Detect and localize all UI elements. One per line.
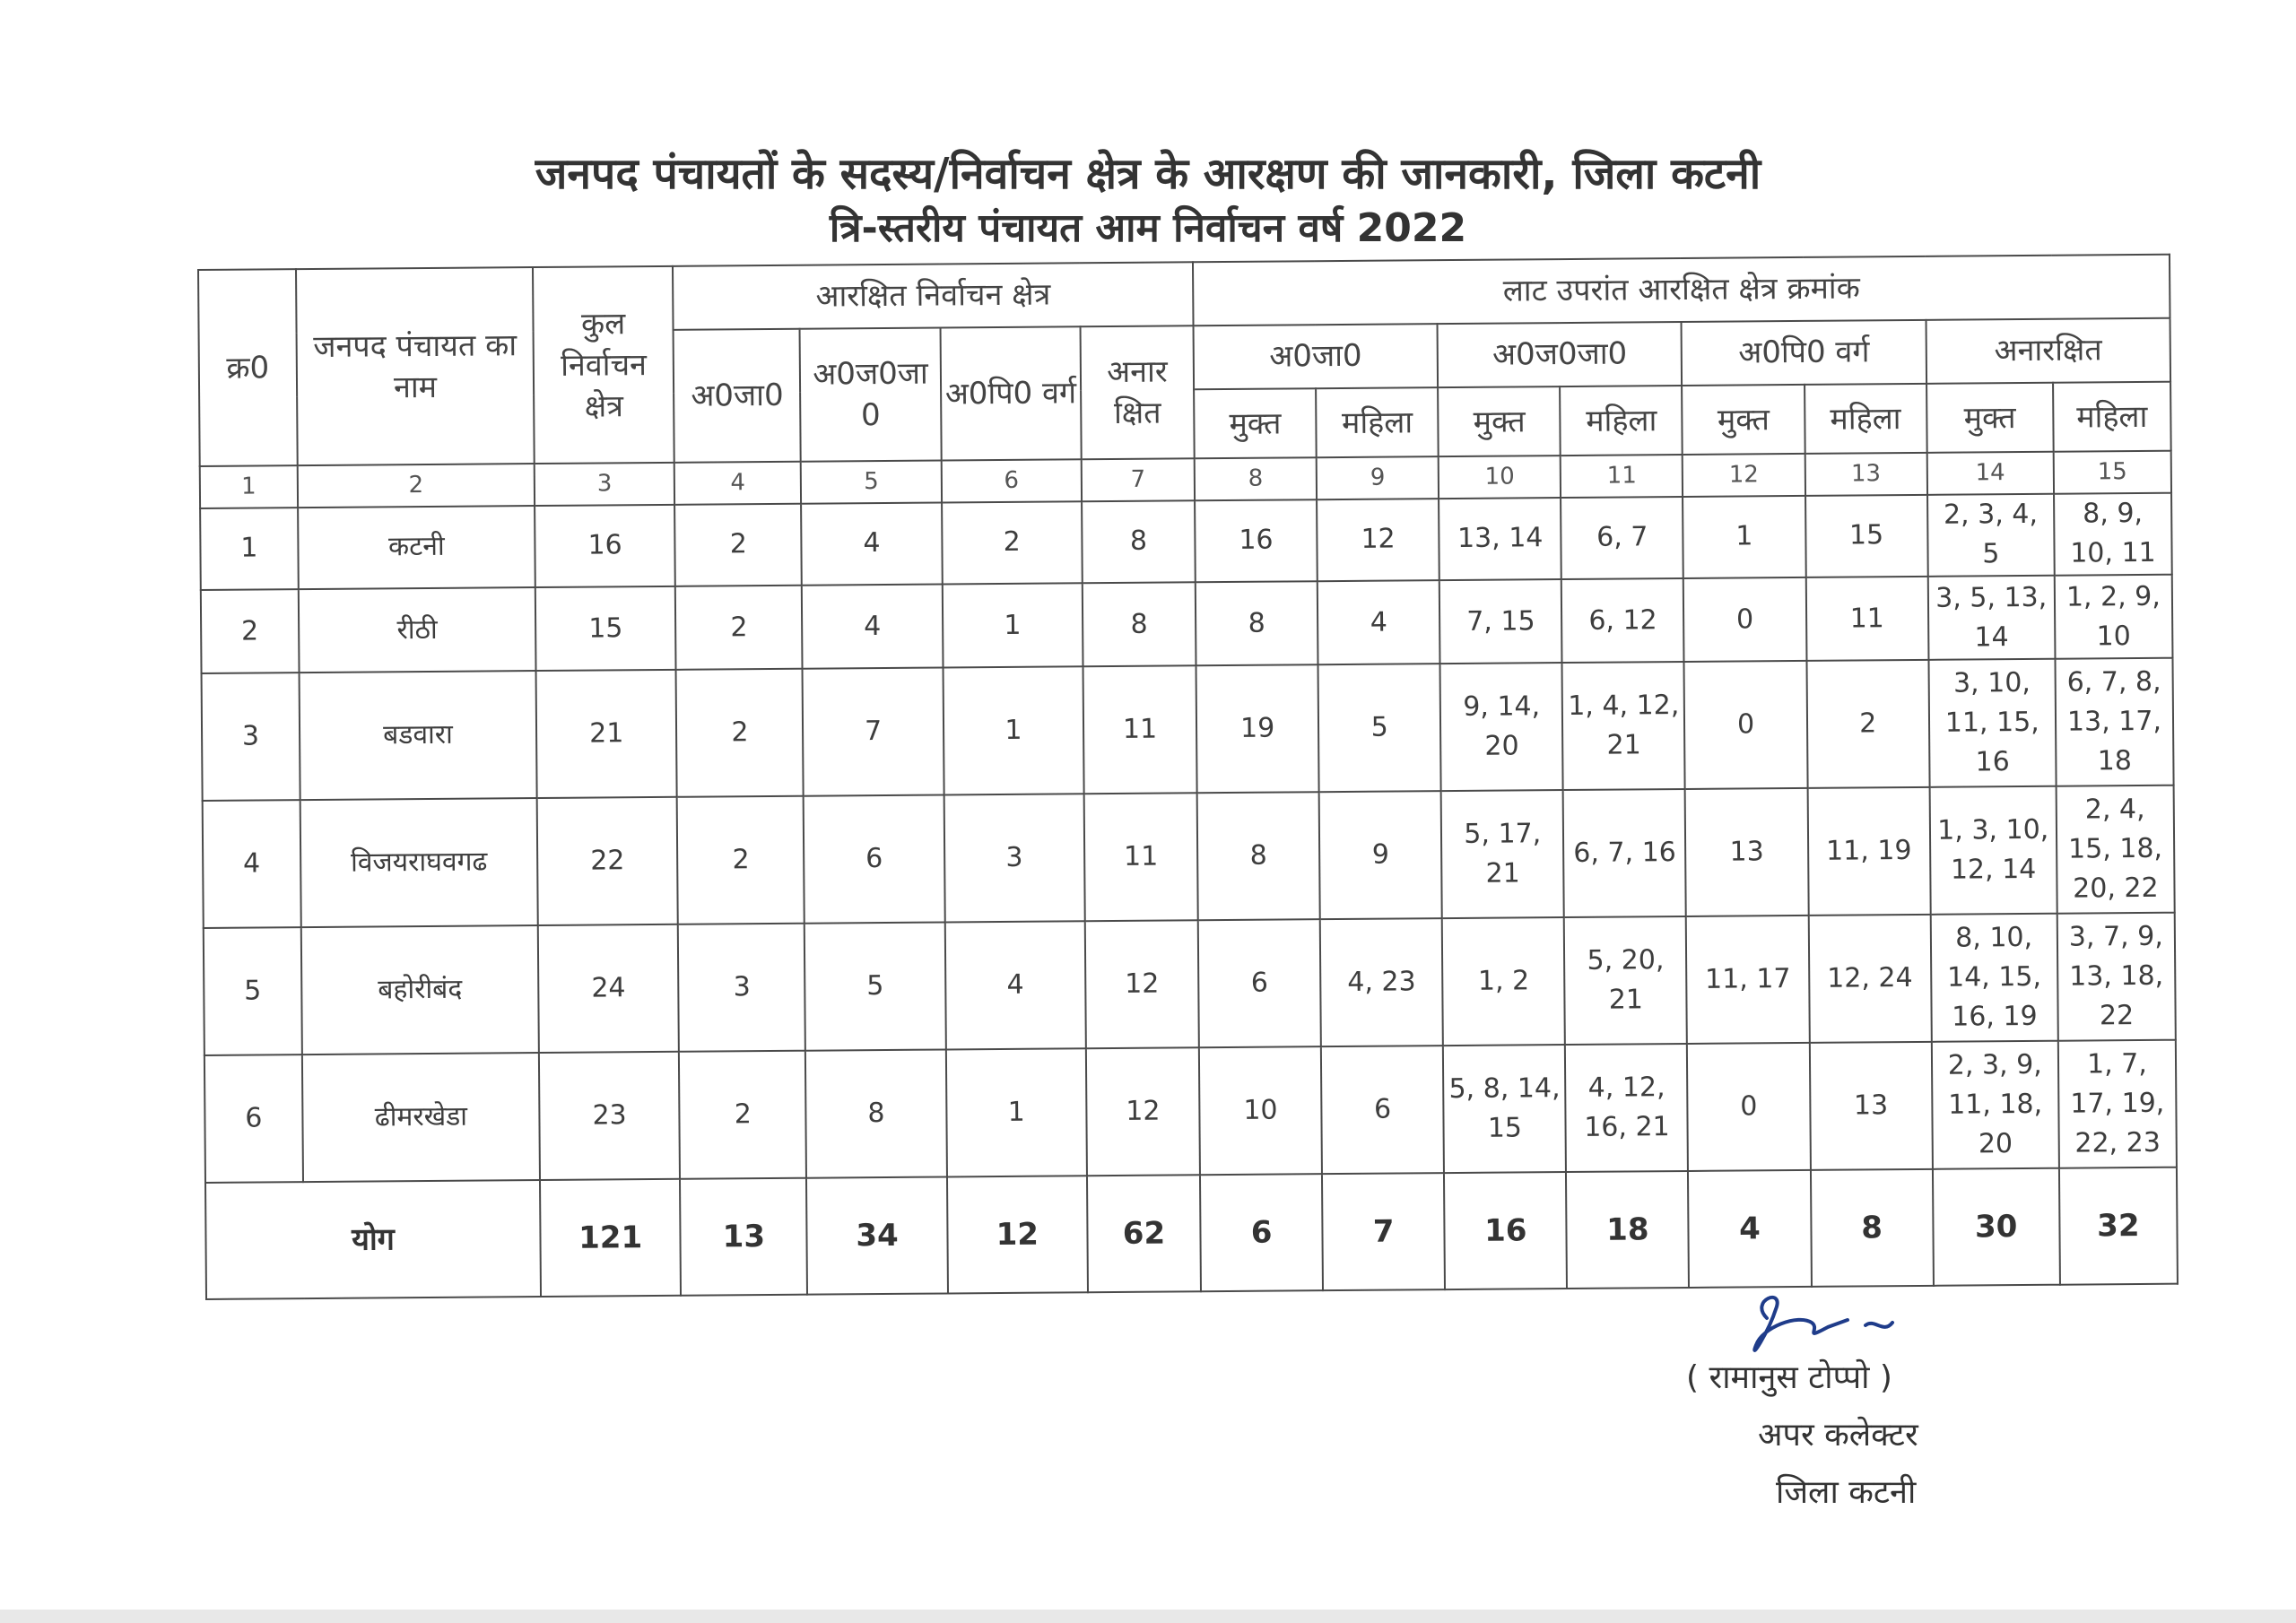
- ur-women-areas: 6, 7, 8, 13, 17, 18: [2055, 658, 2173, 786]
- header-sc-free: मुक्त: [1194, 388, 1317, 458]
- obc-count: 4: [944, 921, 1085, 1049]
- total-value: 16: [1444, 1172, 1567, 1289]
- sc-count: 3: [678, 924, 805, 1052]
- header-janpad-name: जनपद पंचायत का नाम: [296, 267, 535, 465]
- obc-free-areas: 0: [1683, 577, 1806, 662]
- st-count: 7: [803, 668, 944, 796]
- table-row: [200, 492, 2172, 590]
- table-row: [201, 575, 2173, 674]
- header-total-areas: कुल निर्वाचन क्षेत्र: [533, 266, 674, 464]
- st-free-areas: 5, 17, 21: [1441, 790, 1564, 918]
- ur-free-areas: 2, 3, 4, 5: [1927, 493, 2055, 576]
- ur-free-areas: 1, 3, 10, 12, 14: [1929, 786, 2057, 915]
- st-count: 6: [804, 795, 944, 924]
- st-count: 5: [804, 923, 945, 1051]
- column-number: 6: [941, 459, 1082, 502]
- row-sno: 5: [204, 927, 302, 1055]
- header-ur-free: मुक्त: [1926, 383, 2054, 453]
- header-obc-women: महिला: [1805, 384, 1927, 454]
- column-number: 15: [2053, 451, 2171, 494]
- header-ur-women: महिला: [2053, 382, 2171, 452]
- total-value: 62: [1087, 1175, 1201, 1292]
- scan-edge: [0, 1610, 2296, 1623]
- sc-count: 2: [675, 586, 803, 670]
- st-free-areas: 5, 8, 14, 15: [1443, 1045, 1566, 1173]
- sc-free-areas: 19: [1196, 664, 1319, 793]
- obc-count: 3: [944, 794, 1084, 922]
- sc-women-areas: 12: [1317, 499, 1439, 581]
- unreserved-count: 8: [1083, 582, 1196, 666]
- column-number: 5: [801, 461, 942, 504]
- sc-count: 2: [677, 796, 804, 924]
- sc-free-areas: 8: [1196, 581, 1318, 665]
- sc-women-areas: 9: [1319, 791, 1442, 919]
- table-row: [204, 1040, 2177, 1183]
- signatory-district: जिला कटनी: [1776, 1474, 1917, 1511]
- header-lottery-group: लाट उपरांत आरक्षित क्षेत्र क्रमांक: [1193, 255, 2170, 326]
- st-free-areas: 9, 14, 20: [1440, 663, 1563, 791]
- data-rows: [200, 492, 2177, 1183]
- column-number: 2: [298, 464, 535, 508]
- header-st-free: मुक्त: [1438, 386, 1561, 456]
- signature-block: [1686, 1350, 1918, 1522]
- sc-women-areas: 4, 23: [1320, 918, 1443, 1046]
- sc-women-areas: 4: [1318, 580, 1440, 664]
- total-areas: 21: [536, 670, 677, 798]
- st-women-areas: 6, 7: [1561, 497, 1683, 579]
- document-title: जनपद पंचायतों के सदस्य/निर्वाचन क्षेत्र के आरक्षण की जानकारी, जिला कटनी: [535, 149, 1761, 199]
- header-unreserved: अनार क्षित: [1081, 325, 1195, 459]
- row-sno: 1: [200, 508, 299, 590]
- total-areas: 15: [535, 586, 676, 672]
- unreserved-count: 8: [1082, 500, 1196, 583]
- row-sno: 2: [201, 589, 300, 673]
- signatory-designation: अपर कलेक्टर: [1758, 1417, 1918, 1454]
- ur-free-areas: 3, 5, 13, 14: [1927, 576, 2055, 660]
- table-row: [202, 658, 2174, 801]
- total-value: 7: [1322, 1173, 1445, 1290]
- total-value: 13: [680, 1178, 807, 1296]
- st-count: 4: [802, 502, 943, 585]
- row-sno: 6: [204, 1055, 303, 1183]
- obc-women-areas: 11: [1805, 577, 1928, 661]
- obc-free-areas: 1: [1683, 496, 1806, 578]
- obc-women-areas: 13: [1809, 1042, 1932, 1170]
- total-value: 121: [540, 1179, 681, 1297]
- obc-count: 1: [943, 583, 1083, 668]
- total-areas: 22: [537, 797, 678, 925]
- header-unreserved-group: अनारक्षित: [1926, 318, 2170, 384]
- ur-free-areas: 2, 3, 9, 11, 18, 20: [1932, 1041, 2059, 1169]
- sc-women-areas: 6: [1321, 1046, 1444, 1174]
- column-number: 11: [1561, 455, 1683, 498]
- header-reserved-group: आरक्षित निर्वाचन क्षेत्र: [673, 262, 1193, 330]
- st-women-areas: 5, 20, 21: [1564, 916, 1687, 1045]
- sc-count: 2: [674, 503, 802, 586]
- sc-free-areas: 8: [1197, 792, 1320, 920]
- obc-women-areas: 2: [1806, 660, 1929, 788]
- total-areas: 23: [539, 1052, 680, 1180]
- st-women-areas: 6, 12: [1561, 578, 1684, 663]
- obc-count: 1: [943, 667, 1083, 795]
- ur-women-areas: 8, 9, 10, 11: [2054, 492, 2172, 575]
- total-value: 12: [947, 1176, 1088, 1293]
- st-count: 4: [802, 584, 943, 669]
- sc-free-areas: 10: [1199, 1046, 1322, 1175]
- janpad-name: बडवारा: [299, 671, 536, 800]
- header-obc-free: मुक्त: [1683, 385, 1805, 455]
- janpad-name: ढीमरखेडा: [302, 1053, 540, 1182]
- obc-women-areas: 11, 19: [1807, 787, 1930, 916]
- row-sno: 3: [202, 673, 300, 801]
- unreserved-count: 11: [1084, 793, 1198, 921]
- column-number: 8: [1195, 457, 1317, 500]
- header-obc: अ0पि0 वर्ग: [940, 326, 1081, 460]
- header-st: अ0ज0जा 0: [800, 327, 941, 461]
- total-value: 6: [1200, 1174, 1323, 1291]
- janpad-name: कटनी: [298, 506, 535, 589]
- total-areas: 16: [535, 505, 675, 587]
- st-women-areas: 4, 12, 16, 21: [1565, 1044, 1688, 1172]
- st-count: 8: [805, 1050, 946, 1178]
- column-number: 4: [674, 462, 802, 505]
- sc-count: 2: [679, 1051, 806, 1179]
- column-number: 7: [1082, 458, 1195, 501]
- column-number: 3: [535, 463, 675, 506]
- st-women-areas: 1, 4, 12, 21: [1562, 662, 1685, 790]
- st-free-areas: 1, 2: [1442, 917, 1565, 1046]
- total-value: 32: [2059, 1167, 2178, 1285]
- ur-free-areas: 3, 10, 11, 15, 16: [1928, 659, 2056, 787]
- column-number: 12: [1683, 454, 1805, 497]
- total-row: [205, 1167, 2178, 1299]
- ur-free-areas: 8, 10, 14, 15, 16, 19: [1930, 914, 2057, 1042]
- column-number: 13: [1805, 453, 1926, 496]
- obc-free-areas: 0: [1687, 1043, 1810, 1171]
- header-sno: क्र0: [198, 269, 298, 466]
- obc-women-areas: 12, 24: [1808, 915, 1931, 1043]
- total-areas: 24: [538, 924, 679, 1053]
- sc-free-areas: 6: [1198, 919, 1321, 1047]
- obc-free-areas: 0: [1684, 661, 1807, 789]
- sc-women-areas: 5: [1318, 664, 1441, 792]
- total-value: 30: [1933, 1168, 2060, 1286]
- st-free-areas: 7, 15: [1439, 579, 1562, 664]
- total-value: 8: [1811, 1169, 1934, 1287]
- st-women-areas: 6, 7, 16: [1563, 789, 1686, 917]
- sc-count: 2: [676, 669, 804, 797]
- header-sc: अ0जा0: [674, 329, 801, 463]
- ur-women-areas: 1, 7, 17, 19, 22, 23: [2058, 1040, 2177, 1168]
- ur-women-areas: 3, 7, 9, 13, 18, 22: [2057, 913, 2176, 1041]
- total-value: 4: [1688, 1170, 1811, 1288]
- header-sc-women: महिला: [1316, 387, 1439, 457]
- total-value: 18: [1566, 1171, 1689, 1289]
- obc-women-areas: 15: [1805, 495, 1928, 577]
- table-row: [204, 913, 2176, 1055]
- ur-women-areas: 2, 4, 15, 18, 20, 22: [2056, 785, 2174, 914]
- table-row: [203, 785, 2175, 928]
- header-obc-group: अ0पि0 वर्ग: [1682, 320, 1926, 386]
- column-number: 9: [1317, 456, 1439, 499]
- reservation-table: [197, 254, 2179, 1300]
- sc-free-areas: 16: [1195, 499, 1318, 582]
- document-subtitle: त्रि-स्तरीय पंचायत आम निर्वाचन वर्ष 2022: [829, 205, 1467, 251]
- total-label: योग: [205, 1180, 541, 1299]
- row-sno: 4: [203, 800, 301, 928]
- column-number: 14: [1926, 452, 2054, 495]
- obc-free-areas: 11, 17: [1686, 916, 1809, 1044]
- obc-free-areas: 13: [1685, 788, 1808, 916]
- janpad-name: रीठी: [299, 587, 536, 673]
- header-st-women: महिला: [1560, 386, 1683, 456]
- janpad-name: बहोरीबंद: [301, 925, 539, 1055]
- header-sc-group: अ0जा0: [1194, 324, 1439, 389]
- signatory-name: ( रामानुस टोप्पो ): [1686, 1359, 1892, 1396]
- obc-count: 2: [942, 501, 1083, 584]
- unreserved-count: 12: [1086, 1047, 1200, 1176]
- obc-count: 1: [946, 1048, 1087, 1176]
- total-value: 34: [806, 1177, 947, 1295]
- unreserved-count: 12: [1085, 920, 1199, 1048]
- st-free-areas: 13, 14: [1439, 498, 1561, 580]
- header-st-group: अ0ज0जा0: [1438, 322, 1683, 387]
- unreserved-count: 11: [1083, 666, 1196, 794]
- janpad-name: विजयराघवगढ: [300, 798, 538, 927]
- ur-women-areas: 1, 2, 9, 10: [2055, 575, 2173, 659]
- column-number: 10: [1439, 456, 1561, 499]
- column-number: 1: [200, 465, 298, 508]
